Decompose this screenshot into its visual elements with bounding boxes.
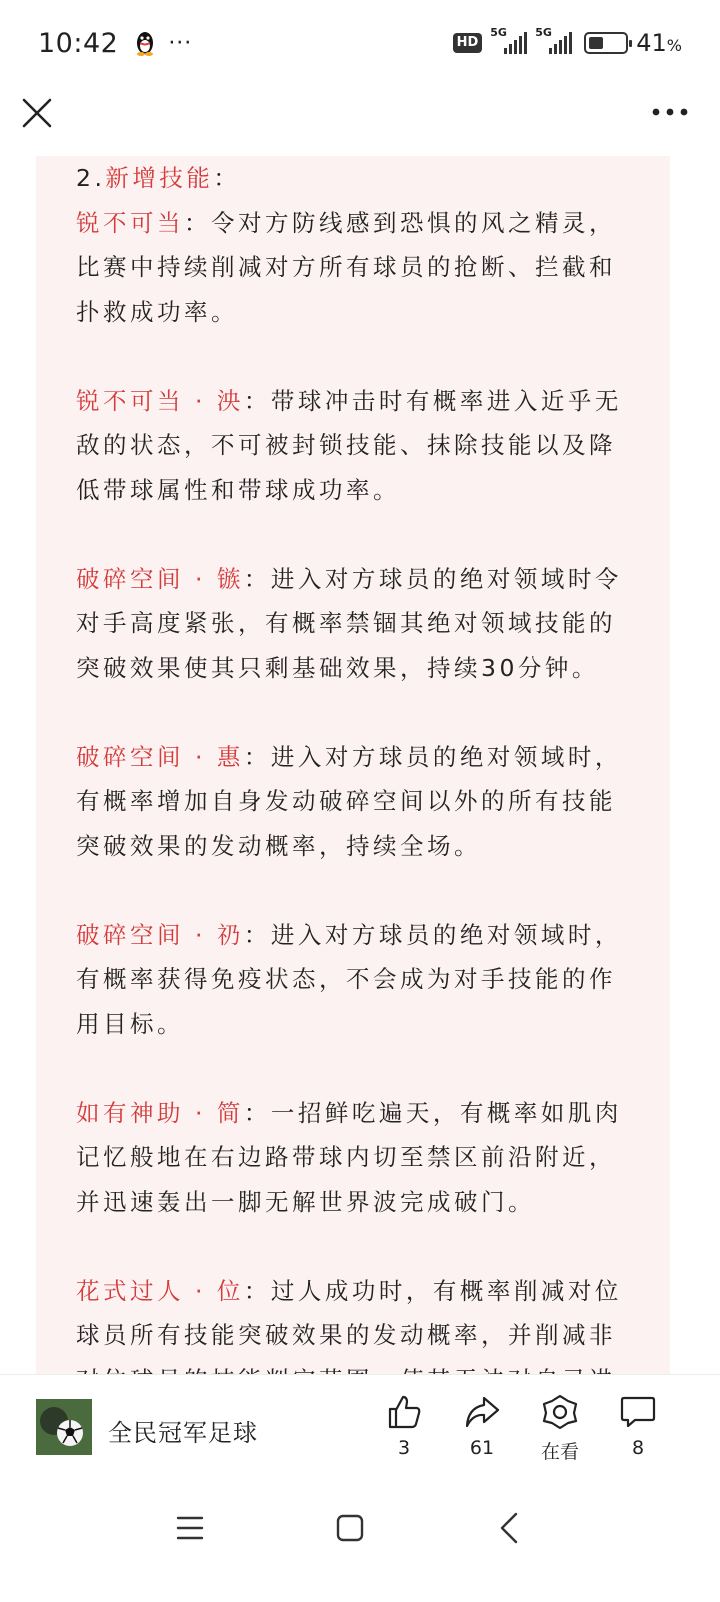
battery-percent: 41%	[636, 29, 682, 57]
qq-penguin-icon	[134, 30, 156, 56]
signal-icon: 5G	[490, 32, 527, 54]
share-count: 61	[469, 1437, 495, 1459]
skill-paragraph	[76, 913, 632, 1047]
share-arrow-icon	[463, 1393, 501, 1431]
skill-desc: ：进入对方球员的绝对领域时令对手高度紧张，有概率禁锢其绝对领域技能的突破效果使其只剩基础效果，持续30分钟。	[76, 564, 622, 682]
article-scroll-area[interactable]	[0, 156, 720, 1374]
recent-apps-icon[interactable]	[170, 1508, 210, 1548]
section-heading: 2.新增技能：	[76, 164, 241, 192]
battery-icon	[584, 32, 628, 54]
signal-icon: 5G	[535, 32, 572, 54]
skill-desc: ：进入对方球员的绝对领域时，有概率获得免疫状态，不会成为对手技能的作用目标。	[76, 920, 622, 1038]
account-avatar[interactable]	[36, 1399, 92, 1455]
back-icon[interactable]	[490, 1508, 530, 1548]
like-count: 3	[397, 1437, 411, 1459]
skill-paragraph	[76, 201, 632, 335]
comment-count: 8	[631, 1437, 645, 1459]
skill-desc: ：进入对方球员的绝对领域时，有概率增加自身发动破碎空间以外的所有技能突破效果的发动概率，持续全场。	[76, 742, 622, 860]
skill-desc: ：一招鲜吃遍天，有概率如肌肉记忆般地在右边路带球内切至禁区前沿附近，并迅速轰出一脚无解世界波完成破门。	[76, 1098, 622, 1216]
skill-name: 锐不可当	[76, 208, 184, 237]
skill-name: 花式过人 · 位	[76, 1276, 244, 1305]
home-icon[interactable]	[330, 1508, 370, 1548]
thumbs-up-icon	[385, 1393, 423, 1431]
skill-name: 锐不可当 · 泱	[76, 386, 244, 415]
bottom-action-bar	[0, 1374, 720, 1478]
watching-flower-icon	[541, 1393, 579, 1431]
more-dots-icon[interactable]	[650, 100, 690, 124]
soccer-ball-icon	[36, 1399, 92, 1455]
skill-desc: ：带球冲击时有概率进入近乎无敌的状态，不可被封锁技能、抹除技能以及降低带球属性和带球成功率。	[76, 386, 622, 504]
skill-desc: ：令对方防线感到恐惧的风之精灵，比赛中持续削减对方所有球员的抢断、拦截和扑救成功率。	[76, 208, 616, 326]
skill-desc: ：过人成功时，有概率削减对位球员所有技能突破效果的发动概率，并削减非	[76, 1276, 622, 1349]
skill-name: 破碎空间 · 镞	[76, 564, 244, 593]
like-button[interactable]	[374, 1393, 434, 1459]
status-more-icon: ···	[168, 30, 193, 56]
account-name[interactable]: 全民冠军足球	[108, 1419, 258, 1447]
watching-label: 在看	[540, 1441, 579, 1463]
system-navigation-bar	[0, 1478, 720, 1602]
skill-paragraph	[76, 557, 632, 691]
share-button[interactable]	[452, 1393, 512, 1459]
clock: 10:42	[38, 27, 119, 59]
top-navbar	[0, 86, 720, 156]
skill-name: 破碎空间 · 惠	[76, 742, 244, 771]
skill-card	[36, 156, 670, 1456]
skill-paragraph	[76, 379, 632, 513]
skill-name: 破碎空间 · 礽	[76, 920, 244, 949]
close-icon[interactable]	[20, 96, 54, 130]
hd-badge: HD	[453, 33, 483, 53]
comment-button[interactable]	[608, 1393, 668, 1459]
skill-paragraph	[76, 1091, 632, 1225]
skill-paragraph	[76, 735, 632, 869]
status-bar	[0, 0, 720, 86]
skill-name: 如有神助 · 简	[76, 1098, 244, 1127]
watching-button[interactable]	[530, 1393, 590, 1464]
comment-bubble-icon	[619, 1393, 657, 1431]
